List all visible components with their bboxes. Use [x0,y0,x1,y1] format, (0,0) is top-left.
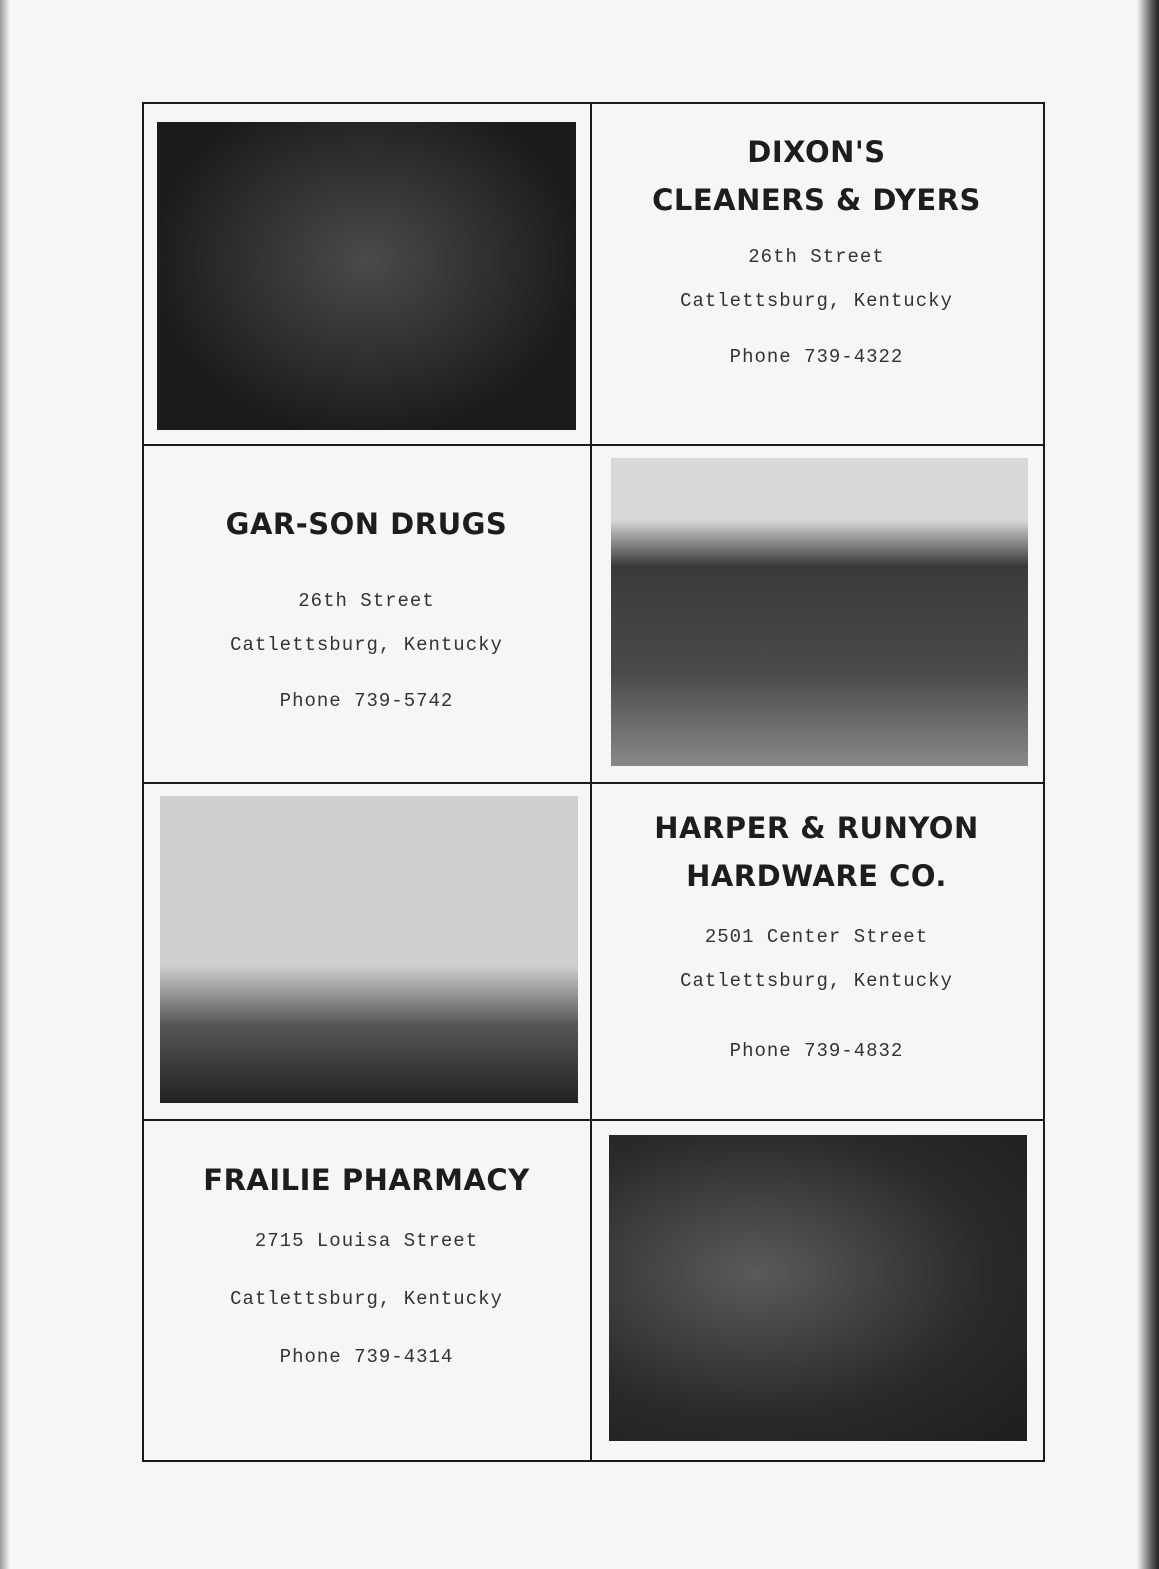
ad-city: Catlettsburg, Kentucky [230,1288,503,1310]
ad-city: Catlettsburg, Kentucky [680,290,953,312]
ad-gar-son-drugs [142,500,591,712]
ad-title: FRAILIE PHARMACY [203,1163,530,1197]
ad-phone: Phone 739-4832 [729,1040,904,1062]
grid-divider [142,1119,1045,1121]
ad-harper-runyon [592,804,1041,1062]
photo-stage-scene [160,796,578,1103]
ad-phone: Phone 739-4314 [279,1346,454,1368]
ad-street: 2715 Louisa Street [254,1230,479,1252]
ad-phone: Phone 739-4322 [729,346,904,368]
ad-title: GAR-SON DRUGS [225,507,508,541]
photo-boy-posing [609,1135,1027,1441]
ad-phone: Phone 739-5742 [279,690,454,712]
ad-dixons-cleaners [592,128,1041,368]
ad-city: Catlettsburg, Kentucky [680,970,953,992]
ad-title: HARDWARE CO. [686,859,947,893]
ad-street: 26th Street [298,590,435,612]
photo-group-of-girls [157,122,576,430]
ad-title: CLEANERS & DYERS [652,183,981,217]
grid-divider [142,782,1045,784]
ad-street: 2501 Center Street [704,926,929,948]
page-shadow-right [1137,0,1159,1569]
photo-students-at-table [611,458,1028,766]
ad-title: HARPER & RUNYON [654,811,979,845]
ad-city: Catlettsburg, Kentucky [230,634,503,656]
ad-title: DIXON'S [747,135,886,169]
ad-frailie-pharmacy [142,1156,591,1368]
ad-street: 26th Street [748,246,885,268]
grid-divider [142,444,1045,446]
page-shadow-left [0,0,10,1569]
